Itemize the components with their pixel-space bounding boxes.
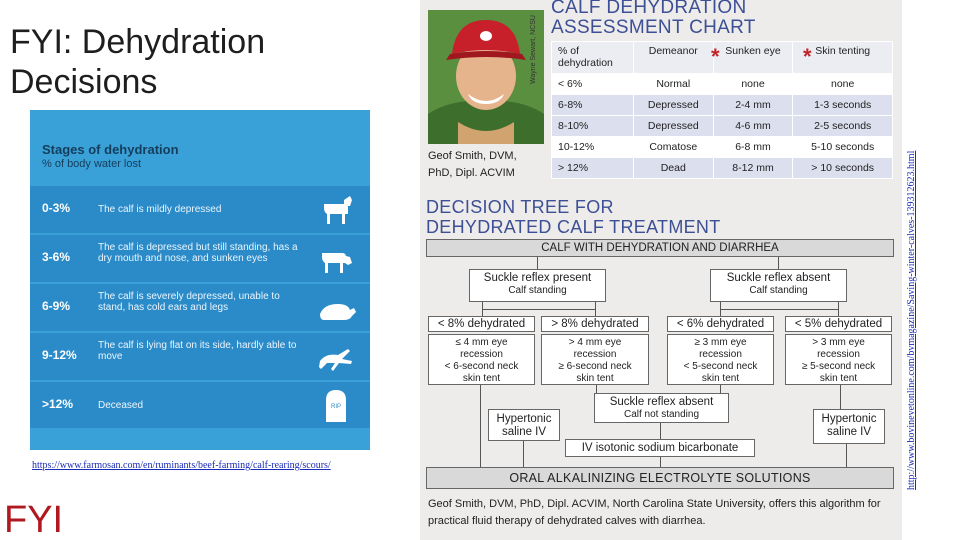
connector [720,309,838,310]
stage-row [30,333,370,380]
stage-row [30,186,370,233]
stage-label: 6-9% [42,299,71,313]
connector [537,257,538,269]
depressed-calf-icon [316,241,356,277]
connector [840,385,841,409]
criteria-line: < 5-second neck [683,361,758,372]
vet-name-line-1: Geof Smith, DVM, [428,150,517,162]
suckle-absent-ns-box [594,393,729,423]
source-link-right[interactable]: http://www.bovinevetonline.com/bvmagazine/Saving-winter-calves-139312623.html [906,150,917,490]
lt5-box [785,316,892,332]
header-cell: % of dehydration [552,42,634,74]
table-cell: 5-10 seconds [793,137,893,158]
hypertonic-line: saline IV [501,426,547,438]
table-cell: 8-12 mm [713,158,793,179]
hypertonic-line: Hypertonic [496,413,552,425]
criteria-line: ≥ 5-second neck [801,361,876,372]
caption-line-2: practical fluid therapy of dehydrated calves with diarrhea. [428,515,706,527]
suckle-absent-text: Suckle reflex absent [726,272,831,284]
suckle-absent-ns-text: Suckle reflex absent [609,396,714,408]
calf-standing-text-b: Calf standing [749,285,808,296]
connector [660,457,661,467]
table-cell: Dead [633,158,713,179]
header-cell: Skin tenting [793,42,893,74]
criteria-line: recession [817,349,860,360]
dehydration-table [551,41,893,179]
stage-row [30,284,370,331]
stage-desc: The calf is mildly depressed [98,204,222,215]
hypertonic-box-right [813,409,885,444]
header-cell: Sunken eye [713,42,793,74]
table-cell: Depressed [633,116,713,137]
gt8-box [541,316,649,332]
tree-title-line-2: DEHYDRATED CALF TREATMENT [426,217,721,237]
table-cell: < 6% [552,74,634,95]
chart-caption [428,496,898,530]
photo-credit: Wayne Sewart, NCSU [530,15,537,84]
gt8-text: > 8% dehydrated [551,318,639,330]
criteria-box-b [541,334,649,385]
hypertonic-box-left [488,409,560,441]
connector [596,385,597,393]
table-cell: 2-4 mm [713,95,793,116]
table-cell: Comatose [633,137,713,158]
criteria-line: recession [460,349,503,360]
table-header-row [552,42,893,74]
fyi-label: FYI [4,499,64,540]
caption-line-1: Geof Smith, DVM, PhD, Dipl. ACVIM, North Carolina State University, offers this algorithm for [428,498,881,510]
vet-name-line-2: PhD, Dipl. ACVIM [428,167,515,179]
criteria-line: recession [573,349,617,360]
slide-title [10,22,370,102]
criteria-box-c [667,334,774,385]
connector [660,423,661,439]
table-cell: none [713,74,793,95]
connector [595,302,596,316]
table-cell: > 12% [552,158,634,179]
chart-title-line-1: CALF DEHYDRATION [551,0,747,18]
stage-label: 3-6% [42,250,71,264]
hypertonic-line: Hypertonic [821,413,877,425]
isotonic-box [565,439,755,457]
table-row [552,95,893,116]
criteria-box-a [428,334,535,385]
table-cell: Depressed [633,95,713,116]
table-cell: 1-3 seconds [793,95,893,116]
stage-label: >12% [42,397,74,411]
stages-header [30,110,370,184]
criteria-line: skin tent [576,373,614,384]
suckle-present-box [469,269,606,302]
stage-desc: The calf is severely depressed, unable to stand, has cold ears and legs [98,291,280,313]
stage-row [30,382,370,429]
table-row [552,158,893,179]
stage-label: 0-3% [42,201,71,215]
stage-desc: The calf is lying flat on its side, hardly able to move [98,340,297,362]
criteria-line: skin tent [462,373,501,384]
chart-title-line-2: ASSESSMENT CHART [551,17,756,38]
stage-desc: The calf is depressed but still standing, has a dry mouth and nose, and sunken eyes [98,242,298,264]
criteria-line: skin tent [701,373,740,384]
criteria-line: ≤ 4 mm eye [455,337,508,348]
criteria-line: > 4 mm eye [568,337,622,348]
table-cell: 2-5 seconds [793,116,893,137]
connector [720,385,721,393]
connector [523,441,524,467]
oral-solutions-box [426,467,894,489]
tree-title-line-1: DECISION TREE FOR [426,197,614,217]
stage-desc: Deceased [98,400,144,411]
root-box [426,239,894,257]
table-cell: Normal [633,74,713,95]
connector [480,385,481,467]
tree-title [426,197,721,237]
lt5-text: < 5% dehydrated [794,318,883,330]
source-link-left[interactable]: https://www.farmosan.com/en/ruminants/beef-farming/calf-rearing/scours/ [32,460,331,471]
table-cell: > 10 seconds [793,158,893,179]
stages-footer [30,428,370,450]
suckle-present-text: Suckle reflex present [483,272,592,284]
criteria-line: skin tent [819,373,858,384]
table-row [552,74,893,95]
lt8-text: < 8% dehydrated [437,318,526,330]
table-cell: none [793,74,893,95]
chart-title [551,0,756,38]
table-cell: 8-10% [552,116,634,137]
isotonic-text: IV isotonic sodium bicarbonate [581,442,739,454]
rip-text: RIP [330,404,342,410]
lt8-box [428,316,535,332]
table-cell: 4-6 mm [713,116,793,137]
suckle-absent-box [710,269,847,302]
lt6-text: < 6% dehydrated [676,318,765,330]
stage-row [30,235,370,282]
vet-name [428,148,517,182]
tombstone-icon [316,388,356,424]
table-cell: 10-12% [552,137,634,158]
table-cell: 6-8 mm [713,137,793,158]
criteria-line: ≥ 3 mm eye [694,337,747,348]
root-text: CALF WITH DEHYDRATION AND DIARRHEA [541,242,779,254]
header-cell: Demeanor [633,42,713,74]
flat-calf-icon [316,339,356,375]
stage-label: 9-12% [42,348,77,362]
lt6-box [667,316,774,332]
criteria-line: ≥ 6-second neck [558,361,632,372]
connector [778,257,779,269]
criteria-line: > 3 mm eye [812,337,865,348]
criteria-line: recession [699,349,742,360]
table-row [552,116,893,137]
hypertonic-line: saline IV [826,426,872,438]
criteria-box-d [785,334,892,385]
connector [846,444,847,467]
table-row [552,137,893,158]
title-line-1: FYI: Dehydration [10,23,266,61]
star-marker-eye: * [711,44,720,69]
calf-standing-text: Calf standing [508,285,567,296]
table-cell: 6-8% [552,95,634,116]
star-marker-skin: * [803,44,812,69]
criteria-line: < 6-second neck [444,361,519,372]
stages-subtitle: % of body water lost [42,158,142,170]
vet-photo [428,10,544,144]
calf-not-standing-text: Calf not standing [623,409,700,420]
connector [482,309,595,310]
title-line-2: Decisions [10,63,158,101]
lying-calf-icon [316,290,356,326]
connector [838,302,839,316]
standing-calf-icon [316,192,356,228]
oral-solutions-text: ORAL ALKALINIZING ELECTROLYTE SOLUTIONS [509,471,811,485]
stages-title: Stages of dehydration [42,142,179,157]
stages-infographic [30,110,370,450]
